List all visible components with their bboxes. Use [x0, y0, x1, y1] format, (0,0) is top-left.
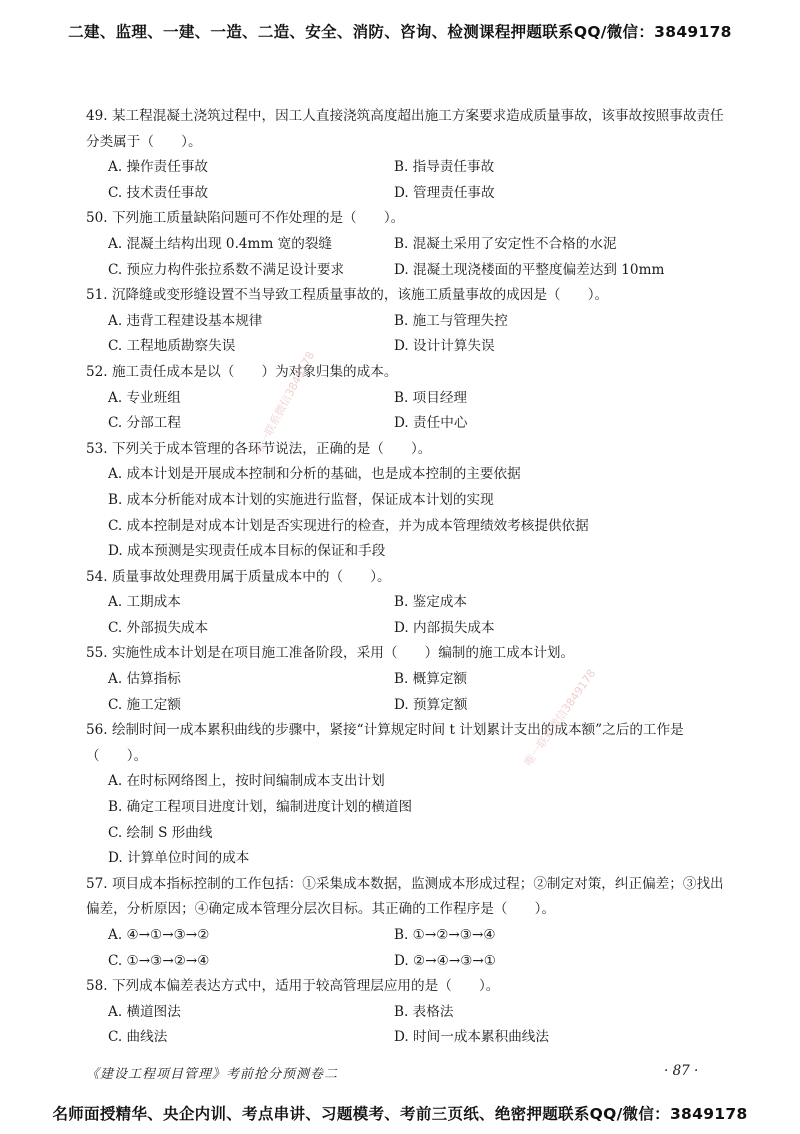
answer-option: B. 混凝土采用了安定性不合格的水泥: [394, 235, 617, 252]
question-block: [86, 104, 726, 206]
options-group: [86, 155, 726, 206]
question-block: [86, 974, 726, 1051]
answer-option: D. 计算单位时间的成本: [108, 850, 250, 867]
answer-option: A. 专业班组: [108, 389, 181, 406]
options-group: [86, 590, 726, 641]
answer-option: C. 预应力构件张拉系数不满足设计要求: [108, 261, 345, 278]
answer-option: A. 在时标网络图上，按时间编制成本支出计划: [108, 773, 385, 790]
question-stem: 54. 质量事故处理费用属于质量成本中的（ ）。: [86, 568, 391, 585]
answer-option: C. 技术责任事故: [108, 184, 209, 201]
answer-option: D. 内部损失成本: [394, 619, 495, 636]
footer-banner: 名师面授精华、央企内训、考点串讲、习题模考、考前三页纸、绝密押题联系QQ/微信：3849178: [52, 1105, 748, 1123]
answer-option: B. 概算定额: [394, 671, 468, 688]
answer-option: B. 确定工程项目进度计划，编制进度计划的横道图: [108, 799, 413, 816]
answer-option: D. ②→④→③→①: [394, 952, 496, 969]
question-stem: 58. 下列成本偏差表达方式中，适用于较高管理层应用的是（ ）。: [86, 978, 500, 995]
watermark: 唯一联系微信3849178: [521, 666, 599, 769]
answer-option: A. 违背工程建设基本规律: [108, 312, 263, 329]
answer-option: B. ①→②→③→④: [394, 927, 496, 943]
question-block: [86, 360, 726, 437]
options-group: [86, 309, 726, 360]
question-block: [86, 565, 726, 642]
answer-option: D. 责任中心: [394, 415, 468, 432]
answer-option: B. 施工与管理失控: [394, 312, 508, 329]
question-stem: 49. 某工程混凝土浇筑过程中，因工人直接浇筑高度超出施工方案要求造成质量事故，该事故按照事故责任分类属于（ ）。: [86, 108, 724, 150]
question-stem: 57. 项目成本指标控制的工作包括：①采集成本数据，监测成本形成过程；②制定对策，纠正偏差；③找出偏差，分析原因；④确定成本管理分层次目标。其正确的工作程序是（ ）。: [86, 875, 724, 918]
answer-option: C. 成本控制是对成本计划是否实现进行的检查，并为成本管理绩效考核提供依据: [108, 517, 589, 534]
options-group: [86, 769, 726, 871]
answer-option: A. 估算指标: [108, 671, 181, 688]
question-list: [86, 104, 726, 1051]
question-stem: 52. 施工责任成本是以（ ）为对象归集的成本。: [86, 363, 398, 380]
answer-option: D. 设计计算失误: [394, 338, 495, 355]
footer-page-number: · 87 ·: [664, 1063, 699, 1079]
header-banner: 二建、监理、一建、一造、二造、安全、消防、咨询、检测课程押题联系QQ/微信：3849178: [68, 23, 732, 41]
answer-option: A. 成本计划是开展成本控制和分析的基础，也是成本控制的主要依据: [108, 466, 521, 483]
answer-option: D. 时间一成本累积曲线法: [394, 1029, 549, 1046]
options-group: [86, 667, 726, 718]
question-block: [86, 283, 726, 360]
question-stem: 50. 下列施工质量缺陷问题可不作处理的是（ ）。: [86, 210, 405, 227]
question-block: [86, 437, 726, 565]
answer-option: C. 工程地质勘察失误: [108, 338, 236, 355]
answer-option: C. 分部工程: [108, 415, 181, 432]
answer-option: D. 管理责任事故: [394, 184, 495, 201]
answer-option: C. 外部损失成本: [108, 619, 209, 636]
answer-option: B. 成本分析能对成本计划的实施进行监督，保证成本计划的实现: [108, 491, 494, 508]
answer-option: D. 预算定额: [394, 696, 468, 713]
options-group: [86, 386, 726, 437]
answer-option: C. ①→③→②→④: [108, 952, 210, 969]
options-group: [86, 923, 726, 974]
question-block: [86, 641, 726, 718]
answer-option: D. 混凝土现浇楼面的平整度偏差达到 10mm: [394, 261, 665, 278]
question-stem: 56. 绘制时间一成本累积曲线的步骤中，紧接“计算规定时间 t 计划累计支出的成本额”之后的工作是（ ）。: [86, 722, 684, 764]
answer-option: B. 表格法: [394, 1003, 454, 1020]
answer-option: A. ④→①→③→②: [108, 927, 210, 943]
answer-option: B. 项目经理: [394, 389, 468, 406]
answer-option: D. 成本预测是实现责任成本目标的保证和手段: [108, 543, 386, 560]
options-group: [86, 232, 726, 283]
question-block: [86, 206, 726, 283]
question-block: [86, 718, 726, 872]
question-stem: 51. 沉降缝或变形缝设置不当导致工程质量事故的，该施工质量事故的成因是（ ）。: [86, 287, 609, 304]
options-group: [86, 1000, 726, 1051]
question-stem: 53. 下列关于成本管理的各环节说法，正确的是（ ）。: [86, 440, 432, 457]
answer-option: C. 施工定额: [108, 696, 181, 713]
answer-option: C. 绘制 S 形曲线: [108, 824, 213, 841]
answer-option: A. 工期成本: [108, 594, 181, 611]
options-group: [86, 462, 726, 564]
answer-option: B. 鉴定成本: [394, 594, 468, 611]
answer-option: A. 操作责任事故: [108, 159, 209, 176]
footer-book-title: 《建设工程项目管理》考前抢分预测卷二: [86, 1067, 339, 1082]
answer-option: C. 曲线法: [108, 1029, 168, 1046]
answer-option: A. 横道图法: [108, 1003, 181, 1020]
question-block: [86, 872, 726, 974]
answer-option: B. 指导责任事故: [394, 159, 495, 176]
watermark: 唯一联系微信3849178: [251, 349, 318, 458]
question-stem: 55. 实施性成本计划是在项目施工准备阶段，采用（ ）编制的施工成本计划。: [86, 645, 575, 662]
answer-option: A. 混凝土结构出现 0.4mm 宽的裂缝: [108, 235, 333, 252]
